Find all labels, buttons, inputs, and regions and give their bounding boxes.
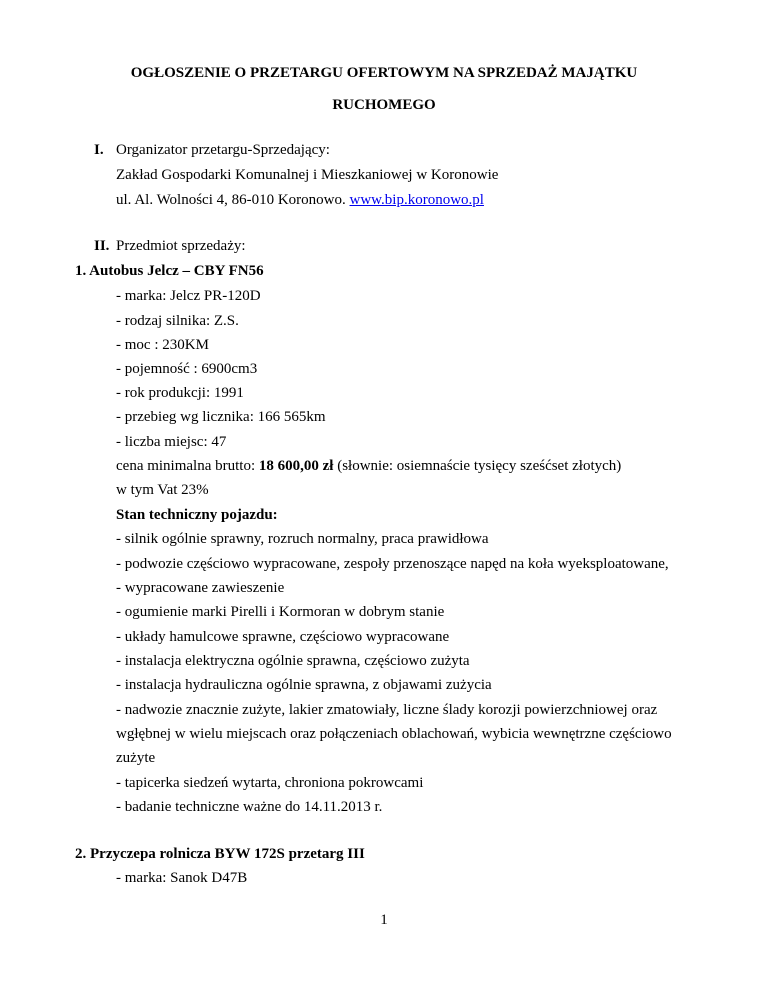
item-1-spec: - przebieg wg licznika: 166 565km bbox=[116, 409, 326, 425]
document-title-line-2: RUCHOMEGO bbox=[332, 97, 436, 113]
item-1-spec: - liczba miejsc: 47 bbox=[116, 434, 227, 450]
document-title-line-1: OGŁOSZENIE O PRZETARGU OFERTOWYM NA SPRZEDAŻ MAJĄTKU bbox=[130, 65, 638, 81]
condition-item: - nadwozie znacznie zużyte, lakier zmatowiały, liczne ślady korozji powierzchniowej oraz bbox=[116, 702, 658, 718]
item-1-spec: - rok produkcji: 1991 bbox=[116, 385, 244, 401]
condition-item: zużyte bbox=[116, 750, 156, 766]
item-1-spec: - pojemność : 6900cm3 bbox=[116, 361, 258, 377]
condition-heading: Stan techniczny pojazdu: bbox=[116, 507, 278, 523]
condition-item: - instalacja hydrauliczna ogólnie sprawna, z objawami zużycia bbox=[116, 677, 492, 693]
section-2-heading bbox=[94, 235, 246, 257]
item-1-spec: - marka: Jelcz PR-120D bbox=[116, 288, 261, 304]
condition-item: - silnik ogólnie sprawny, rozruch normalny, praca prawidłowa bbox=[116, 531, 489, 547]
organizer-website-link[interactable]: www.bip.koronowo.pl bbox=[349, 192, 484, 208]
organizer-address: ul. Al. Wolności 4, 86-010 Koronowo. bbox=[116, 192, 350, 208]
item-1-price-line bbox=[116, 455, 621, 477]
price-prefix: cena minimalna brutto: bbox=[116, 458, 259, 474]
condition-item: - podwozie częściowo wypracowane, zespoły przenoszące napęd na koła wyeksploatowane, bbox=[116, 556, 669, 572]
section-2-number: II. bbox=[94, 238, 110, 254]
section-2-title: Przedmiot sprzedaży: bbox=[116, 238, 246, 254]
organizer-address-line bbox=[116, 189, 484, 211]
condition-item: - badanie techniczne ważne do 14.11.2013 r. bbox=[116, 799, 383, 815]
item-2-spec: - marka: Sanok D47B bbox=[116, 870, 248, 886]
item-1-vat: w tym Vat 23% bbox=[116, 482, 209, 498]
condition-item: - wypracowane zawieszenie bbox=[116, 580, 285, 596]
page-number: 1 bbox=[380, 912, 388, 928]
condition-item: - instalacja elektryczna ogólnie sprawna, częściowo zużyta bbox=[116, 653, 470, 669]
item-1-title: 1. Autobus Jelcz – CBY FN56 bbox=[75, 263, 264, 279]
item-1-spec: - moc : 230KM bbox=[116, 337, 209, 353]
organizer-name: Zakład Gospodarki Komunalnej i Mieszkaniowej w Koronowie bbox=[116, 167, 499, 183]
item-2-title: 2. Przyczepa rolnicza BYW 172S przetarg III bbox=[75, 846, 365, 862]
condition-item: - ogumienie marki Pirelli i Kormoran w dobrym stanie bbox=[116, 604, 445, 620]
section-1-title: Organizator przetargu-Sprzedający: bbox=[116, 142, 330, 158]
condition-item: wgłębnej w wielu miejscach oraz połączeniach oblachowań, wybicia wewnętrzne częściowo bbox=[116, 726, 672, 742]
price-value: 18 600,00 zł bbox=[258, 458, 334, 474]
condition-item: - układy hamulcowe sprawne, częściowo wypracowane bbox=[116, 629, 450, 645]
section-1-number: I. bbox=[94, 142, 104, 158]
item-1-spec: - rodzaj silnika: Z.S. bbox=[116, 313, 239, 329]
price-words: (słownie: osiemnaście tysięcy sześćset złotych) bbox=[333, 458, 622, 474]
section-1-heading bbox=[94, 139, 330, 161]
condition-item: - tapicerka siedzeń wytarta, chroniona pokrowcami bbox=[116, 775, 424, 791]
